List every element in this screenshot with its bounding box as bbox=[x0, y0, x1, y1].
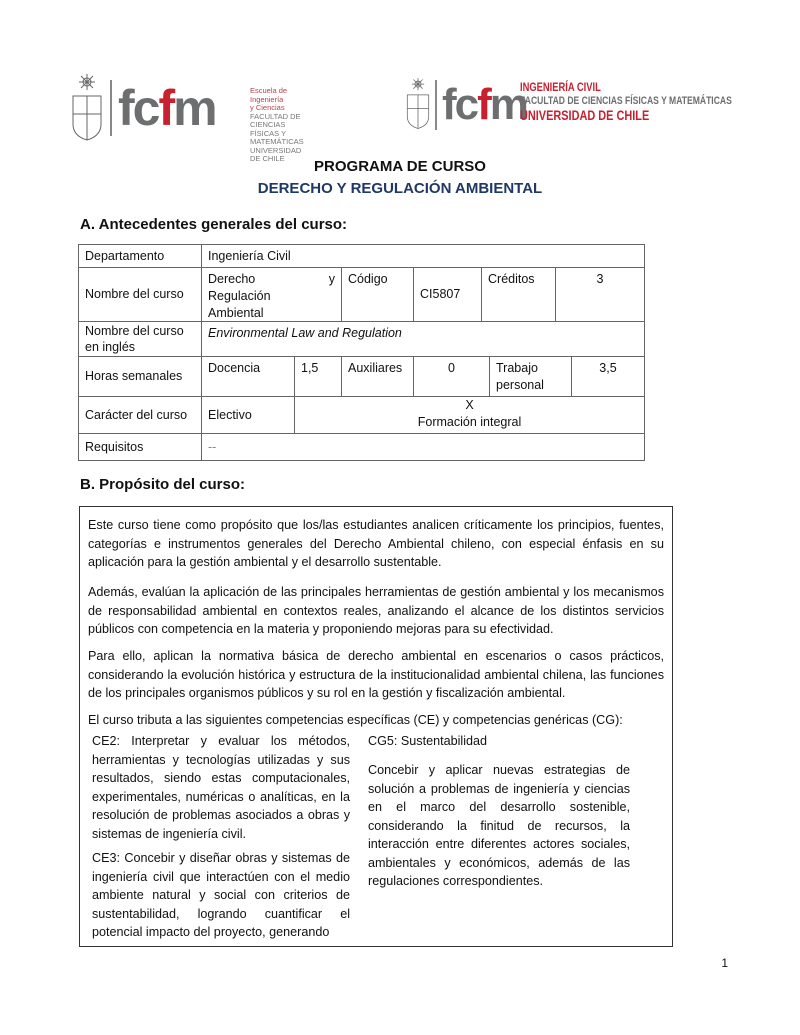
cell-label: Auxiliares bbox=[341, 357, 413, 396]
document-title: PROGRAMA DE CURSO bbox=[314, 158, 486, 175]
logo-left-text: Escuela de Ingeniería y Ciencias FACULTAD DE CIENCIAS FÍSICAS Y MATEMÁTICAS UNIVERSIDAD DE CHILE bbox=[250, 86, 304, 163]
purpose-box bbox=[79, 506, 673, 947]
table-row bbox=[79, 433, 644, 460]
cell-value: CI5807 bbox=[413, 268, 481, 321]
cell-value: 0 bbox=[413, 357, 489, 396]
ingenieria-civil-logo: fcfm INGENIERÍA CIVIL FACULTAD DE CIENCIAS FÍSICAS Y MATEMÁTICAS UNIVERSIDAD DE CHILE bbox=[405, 74, 655, 138]
cell-label: Créditos bbox=[481, 268, 555, 321]
cell-label: Horas semanales bbox=[85, 369, 183, 383]
competency-ce3: CE3: Concebir y diseñar obras y sistemas de ingeniería civil que interactúen con el medio ambiente natural y social con criterios de sustentabilidad, logrando cuantificar el potencial impacto del proyecto, generando bbox=[92, 851, 350, 939]
paragraph: El curso tributa a las siguientes competencias específicas (CE) y competencias genéricas (CG): bbox=[88, 713, 623, 727]
logo-right-text: INGENIERÍA CIVIL FACULTAD DE CIENCIAS FÍSICAS Y MATEMÁTICAS UNIVERSIDAD DE CHILE bbox=[520, 80, 732, 123]
table-row bbox=[79, 396, 644, 433]
cell-value: X Formación integral bbox=[294, 397, 644, 433]
section-a-heading: A. Antecedentes generales del curso: bbox=[80, 216, 348, 233]
cell-label: Nombre del curso bbox=[85, 287, 184, 301]
cell-label: Código bbox=[341, 268, 413, 321]
table-row bbox=[79, 356, 644, 396]
table-row bbox=[79, 245, 644, 267]
cell-value: Environmental Law and Regulation bbox=[201, 322, 644, 356]
paragraph: Además, evalúan la aplicación de las principales herramientas de gestión ambiental y los mecanismos de responsabilidad ambiental en contextos reales, analizando el alcance de los distintos servicios públicos con competencia en la materia y proponiendo mejoras para su efectividad. bbox=[88, 585, 664, 636]
cell-label: Nombre del curso en inglés bbox=[85, 324, 184, 354]
course-info-table bbox=[78, 244, 645, 461]
cell-label: Trabajo personal bbox=[489, 357, 571, 396]
page-number: 1 bbox=[721, 956, 728, 970]
paragraph: Para ello, aplican la normativa básica de derecho ambiental en escenarios o casos prácticos, considerando la evolución histórica y estructura de la institucionalidad ambiental chilena, las funciones de los principales organismos públicos y su rol en la gestión y fiscalización ambiental. bbox=[88, 649, 664, 700]
cell-label: Carácter del curso bbox=[85, 407, 188, 422]
table-row bbox=[79, 267, 644, 321]
cell-value: Ingeniería Civil bbox=[201, 245, 644, 267]
competency-cg5: Concebir y aplicar nuevas estrategias de solución a problemas de ingeniería y ciencias en el marco del desarrollo sostenible, considerando la finitud de recursos, la interacción entre diferentes actores sociales, ambientales y económicos, además de las regulaciones correspondientes. bbox=[368, 763, 630, 888]
cell-value: Electivo bbox=[201, 397, 294, 433]
section-b-heading: B. Propósito del curso: bbox=[80, 476, 246, 493]
cell-value: 3,5 bbox=[571, 357, 644, 396]
table-row bbox=[79, 321, 644, 356]
fcfm-escuela-logo: fcfm Escuela de Ingeniería y Ciencias FACULTAD DE CIENCIAS FÍSICAS Y MATEMÁTICAS UNIVERSIDAD DE CHILE bbox=[70, 74, 290, 144]
cell-value: -- bbox=[201, 434, 644, 460]
cell-value: 1,5 bbox=[294, 357, 341, 396]
paragraph: Este curso tiene como propósito que los/las estudiantes analicen críticamente los principios, fuentes, categorías e instrumentos generales del Derecho Ambiental chileno, con especial énfasis en su aplicación para la gestión ambiental y el desarrollo sustentable. bbox=[88, 518, 664, 569]
competency-cg5-title: CG5: Sustentabilidad bbox=[368, 734, 488, 748]
cell-value: 3 bbox=[555, 268, 644, 321]
cell-label: Docencia bbox=[201, 357, 294, 396]
university-crest-icon bbox=[70, 74, 104, 142]
competency-ce2: CE2: Interpretar y evaluar los métodos, herramientas y tecnologías utilizadas y sus resultados, siendo estas computacionales, experimentales, numéricas o analíticas, en la resolución de problemas asociados a obras y sistemas de ingeniería civil. bbox=[92, 734, 350, 841]
course-title: DERECHO Y REGULACIÓN AMBIENTAL bbox=[257, 180, 543, 197]
cell-value: Derecho y Regulación Ambiental bbox=[201, 268, 341, 321]
cell-label: Requisitos bbox=[85, 439, 144, 454]
cell-label: Departamento bbox=[85, 248, 165, 263]
university-crest-icon bbox=[405, 74, 431, 134]
